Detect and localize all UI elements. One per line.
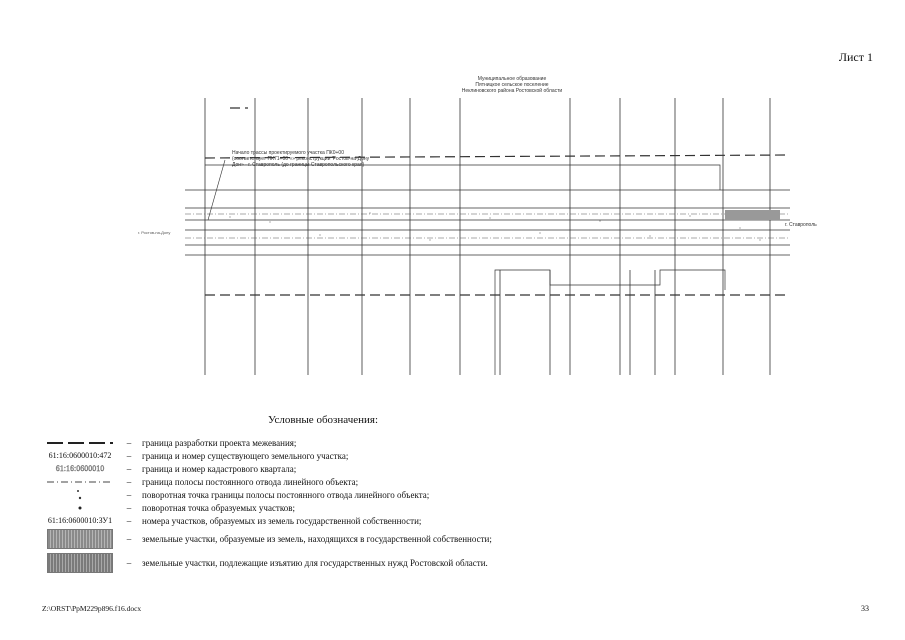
- legend-dash: –: [126, 450, 132, 461]
- seized-parcel-hatch: [725, 210, 780, 220]
- legend-dash: –: [126, 502, 132, 513]
- legend-symbol-text: 61:16:0600010:472: [48, 451, 112, 460]
- municipality-line: Неклиновского района Ростовской области: [461, 88, 563, 94]
- legend-symbol-hatch-dark: [42, 551, 118, 575]
- legend-text: поворотная точка границы полосы постоянного отвода линейного объекта;: [142, 489, 430, 500]
- legend-text: граница полосы постоянного отвода линейного объекта;: [142, 476, 359, 487]
- legend-symbol-parcel-number: [42, 449, 118, 462]
- legend-symbol-text: 61:16:0600010:ЗУ1: [47, 516, 113, 525]
- route-note-line: Дон» - г. Ставрополь (до границы Ставропольского края): [232, 162, 365, 168]
- legend-text: земельные участки, подлежащие изъятию для государственных нужд Ростовской области.: [142, 558, 488, 568]
- legend-symbol-turn-points: [42, 488, 118, 501]
- legend-symbol-hatch-light: [42, 527, 118, 551]
- municipality-line: Пятницкое сельское поселение: [475, 82, 549, 88]
- legend-symbol-dash-dot: [42, 475, 118, 488]
- legend-text: граница и номер кадастрового квартала;: [142, 463, 297, 474]
- legend-text: земельные участки, образуемые из земель, находящихся в государственной собственности;: [142, 534, 492, 544]
- route-note-line: (соответствует ПК71+00 «» реконструкции 'Ростов-на-Дону: [232, 156, 370, 162]
- legend: [42, 436, 762, 575]
- legend-text: граница разработки проекта межевания;: [142, 437, 297, 448]
- legend-dash: –: [126, 534, 132, 544]
- legend-item: [42, 551, 762, 575]
- legend-text: номера участков, образуемых из земель государственной собственности;: [142, 515, 422, 526]
- footer-file-path: Z:\ORST\PpM229p896.f16.docx: [42, 604, 142, 613]
- legend-title: Условные обозначения:: [268, 414, 379, 426]
- legend-item: [42, 488, 762, 501]
- hatch-swatch: [47, 553, 113, 573]
- legend-item: [42, 462, 762, 475]
- legend-symbol-dashed: [42, 436, 118, 449]
- legend-symbol-text: 61:16:0600010: [55, 464, 105, 473]
- legend-item: [42, 527, 762, 551]
- map-drawing: [130, 70, 790, 385]
- sheet-label: Лист 1: [838, 50, 873, 64]
- municipality-label: [442, 76, 582, 94]
- legend-symbol-new-parcel-number: [42, 514, 118, 527]
- legend-text: граница и номер существующего земельного участка;: [142, 450, 349, 461]
- municipality-line: Муниципальное образование: [477, 76, 547, 82]
- legend-item: [42, 449, 762, 462]
- legend-item: [42, 475, 762, 488]
- city-label-right: г. Ставрополь: [785, 222, 817, 228]
- legend-dash: –: [126, 437, 132, 448]
- legend-item: [42, 514, 762, 527]
- legend-item: [42, 501, 762, 514]
- legend-item: [42, 436, 762, 449]
- boundary-map: [130, 70, 790, 385]
- legend-dash: –: [126, 489, 132, 500]
- legend-text: поворотная точка образуемых участков;: [142, 502, 296, 513]
- legend-symbol-quarter-number: [42, 462, 118, 475]
- legend-dash: –: [126, 463, 132, 474]
- route-note-line: Начало трассы проектируемого участка ПК0+00: [232, 150, 344, 156]
- route-start-note: [232, 150, 402, 168]
- legend-symbol-point: [42, 501, 118, 514]
- legend-dash: –: [126, 558, 132, 568]
- legend-dash: –: [126, 476, 132, 487]
- footer-page-number: 33: [861, 604, 869, 613]
- legend-dash: –: [126, 515, 132, 526]
- city-label-left: г. Ростов-на-Дону: [138, 230, 171, 235]
- hatch-swatch: [47, 529, 113, 549]
